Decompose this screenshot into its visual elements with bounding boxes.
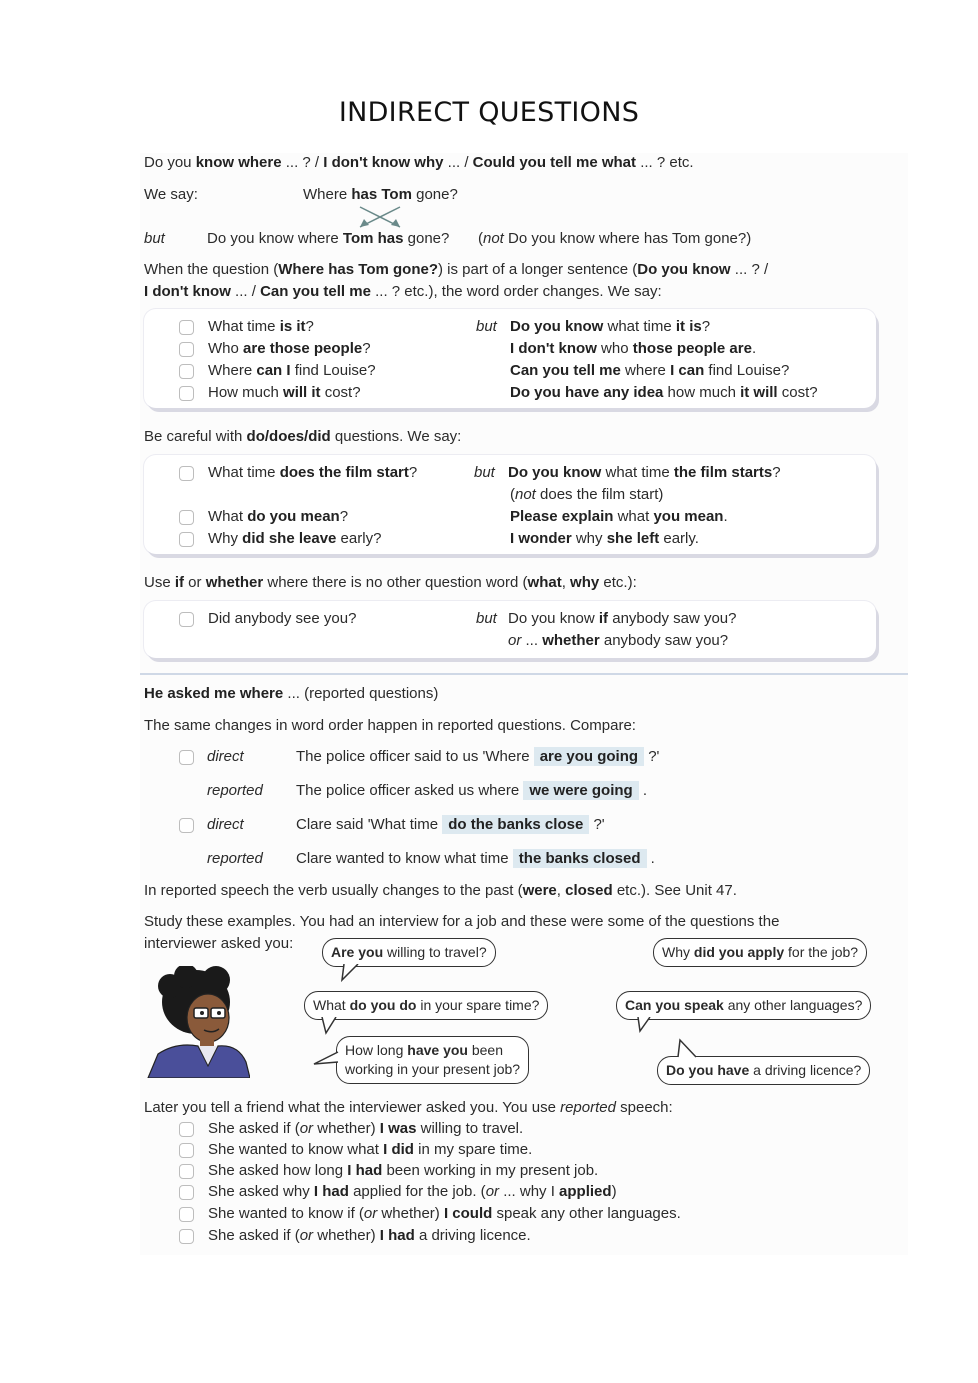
box2-left-0: What time does the film start? — [208, 464, 418, 481]
box1-right-0: Do you know what time it is? — [510, 318, 711, 335]
section1-heading: Do you know where ... ? / I don't know why ... / Could you tell me what ... ? etc. — [144, 154, 694, 171]
checkbox[interactable] — [179, 1122, 194, 1137]
section4-heading: He asked me where ... (reported questions) — [144, 685, 439, 702]
speech-bubble: Can you speak any other languages? — [616, 991, 871, 1020]
highlight: are you going — [534, 747, 644, 766]
compare-row-3: Clare wanted to know what time the banks closed . — [296, 850, 655, 867]
checkbox[interactable] — [179, 1207, 194, 1222]
interviewer-illustration — [146, 966, 250, 1078]
box2-left-1: What do you mean? — [208, 508, 349, 525]
page-title: INDIRECT QUESTIONS — [338, 97, 640, 128]
word-swap-arrows-icon — [352, 204, 412, 230]
box2-right-0: Do you know what time the film starts? — [508, 464, 781, 481]
explanation-line1: When the question (Where has Tom gone?) is part of a longer sentence (Do you know ... ? / — [144, 261, 769, 278]
speech-bubble: Are you willing to travel? — [322, 938, 496, 967]
row-label-reported: reported — [207, 850, 263, 867]
checkbox[interactable] — [179, 1143, 194, 1158]
checkbox[interactable] — [179, 1185, 194, 1200]
highlight: the banks closed — [513, 849, 647, 868]
box3-left: Did anybody see you? — [208, 610, 357, 627]
checkbox[interactable] — [179, 750, 194, 765]
compare-row-2: Clare said 'What time do the banks close ?' — [296, 816, 605, 833]
row-label-direct: direct — [207, 816, 244, 833]
box2-left-2: Why did she leave early? — [208, 530, 382, 547]
checkbox[interactable] — [179, 1229, 194, 1244]
highlight: do the banks close — [442, 815, 589, 834]
box1-right-1: I don't know who those people are. — [510, 340, 757, 357]
section-divider — [140, 673, 908, 675]
box1-left-2: Where can I find Louise? — [208, 362, 376, 379]
checkbox[interactable] — [179, 364, 194, 379]
checkbox[interactable] — [179, 320, 194, 335]
reported-example-0: She asked if (or whether) I was willing to travel. — [208, 1120, 524, 1137]
checkbox[interactable] — [179, 510, 194, 525]
bubble-tail — [672, 1038, 702, 1058]
bubble-tail — [634, 1017, 658, 1035]
box3-right-1: or ... whether anybody saw you? — [508, 632, 729, 649]
checkbox[interactable] — [179, 342, 194, 357]
speech-bubble: How long have you been working in your present job? — [336, 1036, 529, 1084]
reported-example-5: She asked if (or whether) I had a driving licence. — [208, 1227, 531, 1244]
bubble-tail — [340, 964, 364, 984]
box1-left-3: How much will it cost? — [208, 384, 361, 401]
checkbox[interactable] — [179, 466, 194, 481]
but-example: Do you know where Tom has gone? — [207, 230, 450, 247]
box1-right-2: Can you tell me where I can find Louise? — [510, 362, 790, 379]
section3-intro: Use if or whether where there is no other question word (what, why etc.): — [144, 574, 637, 591]
compare-row-1: The police officer asked us where we were going . — [296, 782, 648, 799]
box2-right-1: Please explain what you mean. — [510, 508, 728, 525]
box3-but-label: but — [476, 610, 497, 627]
bubble-tail — [312, 1050, 340, 1070]
row-label-direct: direct — [207, 748, 244, 765]
checkbox[interactable] — [179, 1164, 194, 1179]
checkbox[interactable] — [179, 386, 194, 401]
speech-bubble: What do you do in your spare time? — [304, 991, 548, 1020]
reported-example-3: She asked why I had applied for the job. (or ... why I applied) — [208, 1183, 617, 1200]
box2-right-2: I wonder why she left early. — [510, 530, 699, 547]
checkbox[interactable] — [179, 532, 194, 547]
study-line2: interviewer asked you: — [144, 935, 294, 952]
past-note: In reported speech the verb usually changes to the past (were, closed etc.). See Unit 47. — [144, 882, 737, 899]
box3-right-0: Do you know if anybody saw you? — [508, 610, 737, 627]
box1-left-0: What time is it? — [208, 318, 314, 335]
reported-example-2: She asked how long I had been working in my present job. — [208, 1162, 599, 1179]
box1-but-label: but — [476, 318, 497, 335]
compare-row-0: The police officer said to us 'Where are you going ?' — [296, 748, 660, 765]
reported-example-1: She wanted to know what I did in my spare time. — [208, 1141, 533, 1158]
we-say-label: We say: — [144, 186, 198, 203]
box2-not-note: (not does the film start) — [510, 486, 664, 503]
study-line1: Study these examples. You had an interview for a job and these were some of the questions the — [144, 913, 780, 930]
but-label: but — [144, 230, 165, 247]
speech-bubble: Do you have a driving licence? — [657, 1056, 870, 1085]
section2-intro: Be careful with do/does/did questions. We say: — [144, 428, 462, 445]
bubble-tail — [318, 1017, 342, 1037]
box1-left-1: Who are those people? — [208, 340, 371, 357]
we-say-example: Where has Tom gone? — [303, 186, 458, 203]
box1-right-3: Do you have any idea how much it will cost? — [510, 384, 818, 401]
highlight: we were going — [523, 781, 638, 800]
section5-intro: Later you tell a friend what the interviewer asked you. You use reported speech: — [144, 1099, 673, 1116]
box2-but-label: but — [474, 464, 495, 481]
section4-intro: The same changes in word order happen in reported questions. Compare: — [144, 717, 636, 734]
row-label-reported: reported — [207, 782, 263, 799]
not-note: (not Do you know where has Tom gone?) — [478, 230, 752, 247]
checkbox[interactable] — [179, 818, 194, 833]
speech-bubble: Why did you apply for the job? — [653, 938, 867, 967]
reported-example-4: She wanted to know if (or whether) I could speak any other languages. — [208, 1205, 681, 1222]
checkbox[interactable] — [179, 612, 194, 627]
explanation-line2: I don't know ... / Can you tell me ... ? etc.), the word order changes. We say: — [144, 283, 662, 300]
